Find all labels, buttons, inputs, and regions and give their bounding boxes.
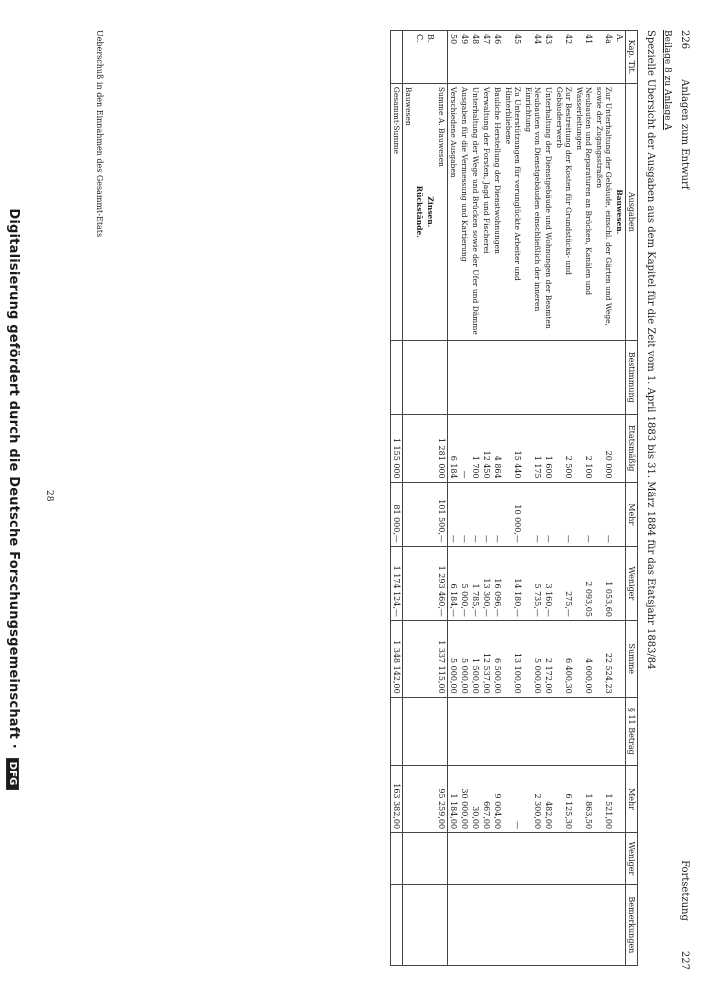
description-cell: Bauwesen [403,83,415,340]
remarks-cell [459,884,470,965]
amount-cell [414,620,425,697]
amount-cell: — [492,482,503,546]
amount-cell [448,697,460,765]
remarks-cell [436,884,448,965]
description-cell: Neubauten von Dienstgebäuden einschließlich der inneren Einrichtung [523,83,543,340]
amount-cell [574,697,594,765]
description-cell: Zu Unterstützungen für verunglückte Arbeiter und Hinterbliebene [503,83,523,340]
table-row [391,31,403,966]
remarks-cell [391,884,403,965]
amount-cell: — [543,482,554,546]
amount-cell [481,697,492,765]
amount-cell [470,833,481,885]
remarks-cell [503,884,523,965]
amount-cell: 163 382,00 [391,766,403,833]
remarks-cell [492,884,503,965]
amount-cell: 1 175 [523,414,543,482]
kapitel-titel-cell: 44 [523,31,543,84]
beilage-label: Beilage 8 zu Anlage A [662,30,672,130]
kapitel-titel-cell: 4a [594,31,614,84]
remarks-cell [594,884,614,965]
kapitel-titel-cell: 43 [543,31,554,84]
table-row [470,31,481,966]
amount-cell [414,697,425,765]
remarks-cell [425,884,436,965]
table-row [425,31,436,966]
header-title-left: Anlagen zum Entwurf [679,79,690,190]
kapitel-titel-cell [436,31,448,84]
kapitel-titel-cell: C. [414,31,425,84]
description-cell: Rückstände. [414,83,425,340]
remarks-cell [414,884,425,965]
kapitel-titel-cell: 48 [470,31,481,84]
amount-cell: 12 537,00 [481,620,492,697]
page-number: 28 [44,490,54,502]
kapitel-titel-cell: 46 [492,31,503,84]
amount-cell: 1 174 124,— [391,546,403,620]
table-header-row [626,31,638,966]
amount-cell: 6 125,30 [554,766,574,833]
amount-cell [614,620,626,697]
amount-cell: 667,00 [481,766,492,833]
remarks-cell [543,884,554,965]
amount-cell: 81 000,— [391,482,403,546]
column-header: Weniger [626,546,638,620]
empty-cell [503,340,523,414]
table-row [554,31,574,966]
column-header: Bestimmung [626,340,638,414]
description-cell: Gesammt-Summe [391,83,403,340]
amount-cell: — [459,482,470,546]
kapitel-titel-cell: B. [425,31,436,84]
amount-cell: 275,— [554,546,574,620]
amount-cell [414,766,425,833]
amount-cell [614,546,626,620]
kapitel-titel-cell: 41 [574,31,594,84]
amount-cell [403,546,415,620]
kapitel-titel-cell: 50 [448,31,460,84]
amount-cell: 5 000,00 [448,620,460,697]
amount-cell [425,766,436,833]
amount-cell: — [523,482,543,546]
empty-cell [425,340,436,414]
document-page [24,20,694,980]
amount-cell: — [448,482,460,546]
amount-cell: 1 500,00 [470,620,481,697]
empty-cell [523,340,543,414]
dfg-logo: DFG [6,758,19,790]
amount-cell: 5 000,— [459,546,470,620]
description-cell: Unterhaltung der Wege und Brücken sowie der Ufer und Dämme [470,83,481,340]
amount-cell [543,697,554,765]
amount-cell [523,833,543,885]
amount-cell [614,414,626,482]
amount-cell [414,833,425,885]
remarks-cell [614,884,626,965]
empty-cell [459,340,470,414]
column-header: § 11 Betrag [626,697,638,765]
amount-cell [470,697,481,765]
amount-cell [425,546,436,620]
amount-cell [614,833,626,885]
amount-cell: 101 500,— [436,482,448,546]
amount-cell [459,697,470,765]
kapitel-titel-cell: 45 [503,31,523,84]
page-header [676,30,690,970]
amount-cell: 2 100 [574,414,594,482]
table-row [448,31,460,966]
kapitel-titel-cell: 42 [554,31,574,84]
amount-cell [403,482,415,546]
column-header: Mehr [626,482,638,546]
amount-cell: 1 521,00 [594,766,614,833]
amount-cell: 13 100,00 [503,620,523,697]
amount-cell [403,833,415,885]
amount-cell: 5 000,00 [523,620,543,697]
amount-cell: 13 300,— [481,546,492,620]
table-row [403,31,415,966]
remarks-cell [448,884,460,965]
table-row [543,31,554,966]
column-header: Kap. Tit. [626,31,638,84]
description-cell: Bauliche Herstellung der Dienstwohnungen [492,83,503,340]
remarks-cell [481,884,492,965]
empty-cell [574,340,594,414]
empty-cell [543,340,554,414]
amount-cell [448,833,460,885]
description-cell: Verschiedene Ausgaben [448,83,460,340]
amount-cell [414,414,425,482]
table-row [614,31,626,966]
amount-cell [614,766,626,833]
amount-cell [425,697,436,765]
amount-cell [523,697,543,765]
amount-cell [436,833,448,885]
amount-cell: 22 524,23 [594,620,614,697]
description-cell: Bauwesen. [614,83,626,340]
amount-cell [554,697,574,765]
table-body [391,31,626,966]
kapitel-titel-cell: A. [614,31,626,84]
amount-cell: — [503,766,523,833]
amount-cell [503,697,523,765]
empty-cell [436,340,448,414]
table-row [492,31,503,966]
amount-cell [614,482,626,546]
empty-cell [614,340,626,414]
empty-cell [448,340,460,414]
amount-cell: — [554,482,574,546]
column-header: Weniger [626,833,638,885]
amount-cell [436,697,448,765]
empty-cell [414,340,425,414]
amount-cell [403,620,415,697]
remarks-cell [470,884,481,965]
column-header: Bemerkungen [626,884,638,965]
amount-cell [492,697,503,765]
page-number-left: 226 [679,30,690,50]
amount-cell: 10 000,— [503,482,523,546]
amount-cell: — [470,482,481,546]
amount-cell [403,697,415,765]
budget-table [390,30,638,966]
amount-cell [554,833,574,885]
amount-cell: 1 293 460,— [436,546,448,620]
amount-cell [574,833,594,885]
table-row [523,31,543,966]
amount-cell: 1 281 000 [436,414,448,482]
remarks-cell [574,884,594,965]
amount-cell: 1 700 [470,414,481,482]
remarks-cell [523,884,543,965]
rotated-content [24,20,694,980]
remarks-cell [554,884,574,965]
footer-text: Digitalisierung gefördert durch die Deutsche Forschungsgemeinschaft · DFG [3,0,21,999]
description-cell: Summe A. Bauwesen [436,83,448,340]
amount-cell [391,697,403,765]
empty-cell [391,340,403,414]
amount-cell: 6 400,30 [554,620,574,697]
table-row [414,31,425,966]
kapitel-titel-cell [403,31,415,84]
amount-cell: 2 500 [554,414,574,482]
empty-cell [470,340,481,414]
table-row [481,31,492,966]
kapitel-titel-cell: 47 [481,31,492,84]
amount-cell: — [594,482,614,546]
kapitel-titel-cell [391,31,403,84]
amount-cell [459,833,470,885]
amount-cell [503,833,523,885]
amount-cell: 6 500,00 [492,620,503,697]
description-cell: Zur Bestreitung der Kosten für Grundstücks- und Gebäudeerwerb [554,83,574,340]
description-cell: Ausgaben für die Vermessung und Kartierung [459,83,470,340]
amount-cell [425,833,436,885]
amount-cell [391,833,403,885]
table-row [503,31,523,966]
amount-cell: — [459,414,470,482]
table-caption: Spezielle Übersicht der Ausgaben aus dem Kapitel für die Zeit vom 1. April 1883 bis 31. März 1884 für das Etatsjahr 1883/84 [645,30,656,670]
amount-cell: 16 096,— [492,546,503,620]
amount-cell [492,833,503,885]
kapitel-titel-cell: 49 [459,31,470,84]
empty-cell [492,340,503,414]
amount-cell: 1 337 115,00 [436,620,448,697]
page-number-right: 227 [679,950,690,970]
description-cell: Neubauten und Reparaturen an Brücken, Kanälen und Wasserleitungen [574,83,594,340]
amount-cell: 12 450 [481,414,492,482]
column-header: Summe [626,620,638,697]
footnote: Ueberschuß in den Einnahmen des Gesammt-Etats [95,30,104,238]
amount-cell: 2 300,00 [523,766,543,833]
amount-cell: — [574,482,594,546]
amount-cell: 30 000,00 [459,766,470,833]
amount-cell: 6 184,— [448,546,460,620]
column-header: Ausgaben [626,83,638,340]
amount-cell: 15 440 [503,414,523,482]
amount-cell [614,697,626,765]
amount-cell: — [481,482,492,546]
amount-cell: 1 348 142,00 [391,620,403,697]
empty-cell [594,340,614,414]
empty-cell [554,340,574,414]
description-cell: Zinsen. [425,83,436,340]
amount-cell [594,833,614,885]
amount-cell: 482,00 [543,766,554,833]
amount-cell: 1 600 [543,414,554,482]
amount-cell: 1 863,50 [574,766,594,833]
amount-cell: 4 864 [492,414,503,482]
amount-cell [403,414,415,482]
column-header: Mehr [626,766,638,833]
amount-cell: 30,00 [470,766,481,833]
amount-cell [425,414,436,482]
amount-cell: 20 000 [594,414,614,482]
amount-cell: 2 172,00 [543,620,554,697]
amount-cell: 4 000,00 [574,620,594,697]
amount-cell [414,482,425,546]
column-header: Etatsmäßig [626,414,638,482]
amount-cell: 6 184 [448,414,460,482]
table-row [459,31,470,966]
amount-cell: 1 184,00 [448,766,460,833]
amount-cell: 2 093,05 [574,546,594,620]
amount-cell: 1 785,— [470,546,481,620]
amount-cell: 9 004,00 [492,766,503,833]
amount-cell: 5 735,— [523,546,543,620]
amount-cell [425,482,436,546]
description-cell: Zur Unterhaltung der Gebäude, einschl. der Gärten und Wege, sowie der Zugangsstraßen [594,83,614,340]
amount-cell: 3 160,— [543,546,554,620]
amount-cell [414,546,425,620]
amount-cell: 1 053,60 [594,546,614,620]
table-row [594,31,614,966]
remarks-cell [403,884,415,965]
table-row [436,31,448,966]
empty-cell [481,340,492,414]
amount-cell: 5 000,00 [459,620,470,697]
empty-cell [403,340,415,414]
amount-cell: 1 155 000 [391,414,403,482]
amount-cell: 14 180,— [503,546,523,620]
footer-bar [0,0,21,1000]
amount-cell: 95 259,00 [436,766,448,833]
amount-cell [481,833,492,885]
header-title-right: Fortsetzung [679,860,690,921]
amount-cell [594,697,614,765]
amount-cell [403,766,415,833]
amount-cell [543,833,554,885]
amount-cell [425,620,436,697]
description-cell: Verwaltung der Forsten, Jagd und Fischerei [481,83,492,340]
description-cell: Unterhaltung der Dienstgebäude und Wohnungen der Beamten [543,83,554,340]
table-row [574,31,594,966]
